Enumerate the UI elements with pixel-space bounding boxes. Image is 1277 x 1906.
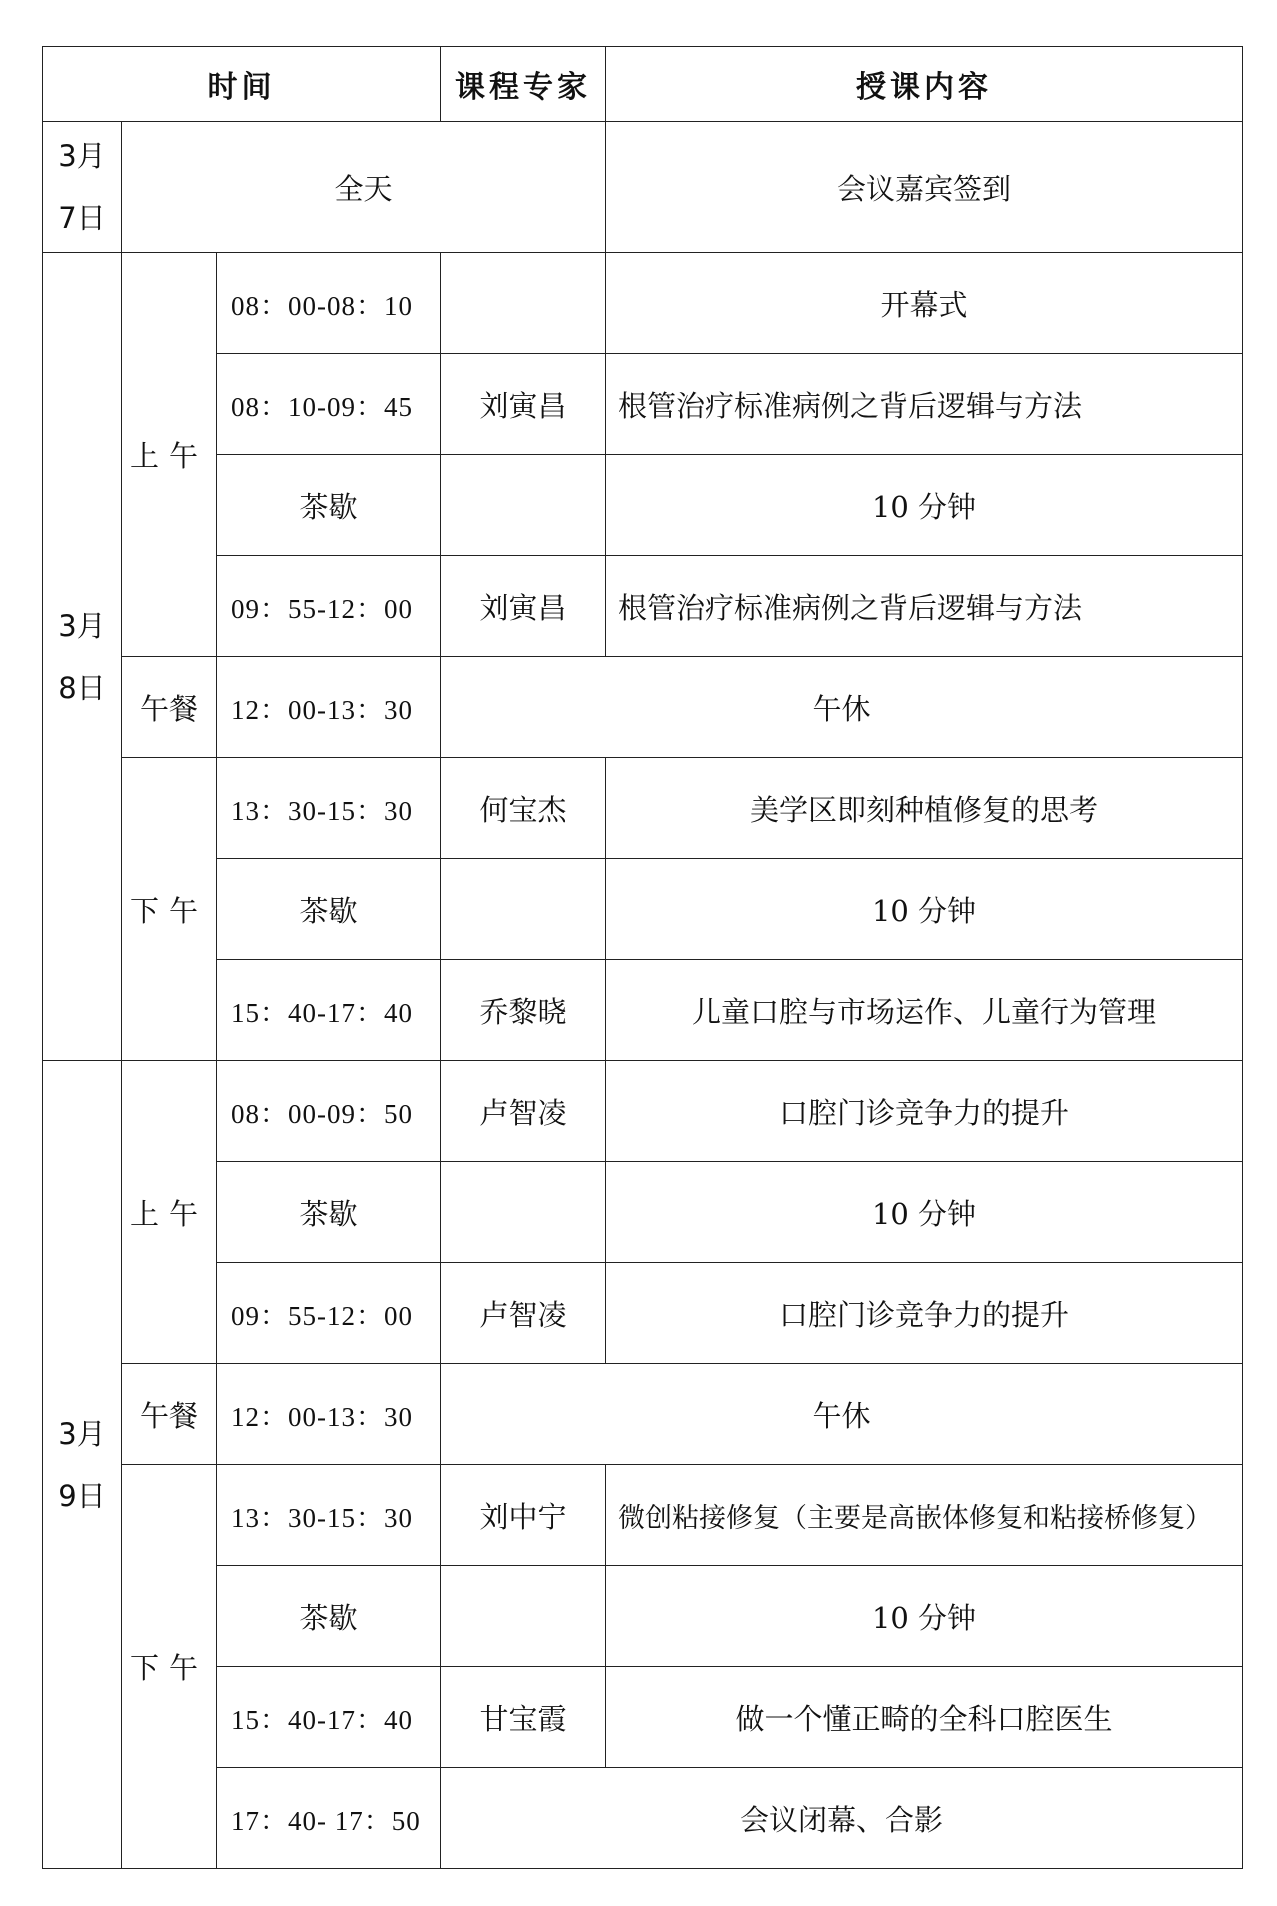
time-cell: 茶歇 — [217, 1566, 441, 1667]
time-cell: 12：00-13：30 — [217, 657, 441, 758]
table-row — [43, 960, 1243, 1061]
content-cell: 午休 — [441, 657, 1243, 758]
table-row — [43, 1566, 1243, 1667]
time-cell: 15：40-17：40 — [217, 1667, 441, 1768]
content-cell: 10 分钟 — [606, 1162, 1243, 1263]
table-row — [43, 1162, 1243, 1263]
content-cell: 微创粘接修复（主要是高嵌体修复和粘接桥修复） — [606, 1465, 1243, 1566]
day1-content: 会议嘉宾签到 — [606, 122, 1243, 253]
day3-month: 3月 — [58, 1416, 106, 1451]
time-cell: 茶歇 — [217, 1162, 441, 1263]
time-cell: 茶歇 — [217, 455, 441, 556]
content-cell: 美学区即刻种植修复的思考 — [606, 758, 1243, 859]
table-row — [43, 253, 1243, 354]
expert-cell: 卢智凌 — [441, 1061, 606, 1162]
expert-cell — [441, 253, 606, 354]
header-row — [43, 47, 1243, 122]
time-cell: 08：00-08：10 — [217, 253, 441, 354]
time-cell: 08：00-09：50 — [217, 1061, 441, 1162]
day3-morning-label: 上午 — [122, 1061, 217, 1364]
content-cell: 10 分钟 — [606, 1566, 1243, 1667]
content-cell: 10 分钟 — [606, 859, 1243, 960]
header-expert: 课程专家 — [441, 47, 606, 122]
day2-afternoon-label: 下午 — [122, 758, 217, 1061]
day3-date — [43, 1061, 122, 1869]
time-cell: 13：30-15：30 — [217, 758, 441, 859]
table-row — [43, 1768, 1243, 1869]
expert-cell: 卢智凌 — [441, 1263, 606, 1364]
time-cell: 09：55-12：00 — [217, 1263, 441, 1364]
header-time: 时间 — [43, 47, 441, 122]
content-cell: 根管治疗标准病例之背后逻辑与方法 — [606, 556, 1243, 657]
expert-cell — [441, 1566, 606, 1667]
content-cell: 午休 — [441, 1364, 1243, 1465]
table-row — [43, 455, 1243, 556]
content-cell: 根管治疗标准病例之背后逻辑与方法 — [606, 354, 1243, 455]
expert-cell: 刘寅昌 — [441, 354, 606, 455]
expert-cell — [441, 859, 606, 960]
time-cell: 09：55-12：00 — [217, 556, 441, 657]
expert-cell: 甘宝霞 — [441, 1667, 606, 1768]
expert-cell: 何宝杰 — [441, 758, 606, 859]
header-content: 授课内容 — [606, 47, 1243, 122]
time-cell: 08：10-09：45 — [217, 354, 441, 455]
expert-cell: 刘中宁 — [441, 1465, 606, 1566]
expert-cell: 乔黎晓 — [441, 960, 606, 1061]
content-cell: 会议闭幕、合影 — [441, 1768, 1243, 1869]
time-cell: 15：40-17：40 — [217, 960, 441, 1061]
day3-day: 9日 — [58, 1478, 106, 1513]
table-row — [43, 556, 1243, 657]
table-row — [43, 1061, 1243, 1162]
day1-row — [43, 122, 1243, 253]
content-cell: 口腔门诊竞争力的提升 — [606, 1263, 1243, 1364]
expert-cell — [441, 455, 606, 556]
expert-cell: 刘寅昌 — [441, 556, 606, 657]
table-row — [43, 758, 1243, 859]
time-cell: 17：40- 17：50 — [217, 1768, 441, 1869]
table-row — [43, 1263, 1243, 1364]
table-row — [43, 354, 1243, 455]
expert-cell — [441, 1162, 606, 1263]
table-row — [43, 1667, 1243, 1768]
table-row — [43, 859, 1243, 960]
day2-morning-label: 上午 — [122, 253, 217, 657]
day1-month: 3月 — [58, 139, 106, 173]
day2-date — [43, 253, 122, 1061]
day3-afternoon-label: 下午 — [122, 1465, 217, 1869]
day2-lunch-label: 午餐 — [122, 657, 217, 758]
day1-period: 全天 — [122, 122, 606, 253]
table-row — [43, 657, 1243, 758]
content-cell: 做一个懂正畸的全科口腔医生 — [606, 1667, 1243, 1768]
day1-date — [43, 122, 122, 253]
content-cell: 儿童口腔与市场运作、儿童行为管理 — [606, 960, 1243, 1061]
table-row — [43, 1364, 1243, 1465]
schedule-table — [42, 46, 1243, 1869]
day2-month: 3月 — [58, 608, 106, 643]
time-cell: 13：30-15：30 — [217, 1465, 441, 1566]
content-cell: 口腔门诊竞争力的提升 — [606, 1061, 1243, 1162]
content-cell: 开幕式 — [606, 253, 1243, 354]
time-cell: 茶歇 — [217, 859, 441, 960]
time-cell: 12：00-13：30 — [217, 1364, 441, 1465]
table-row — [43, 1465, 1243, 1566]
day1-day: 7日 — [58, 201, 106, 235]
day2-day: 8日 — [58, 670, 106, 705]
day3-lunch-label: 午餐 — [122, 1364, 217, 1465]
content-cell: 10 分钟 — [606, 455, 1243, 556]
